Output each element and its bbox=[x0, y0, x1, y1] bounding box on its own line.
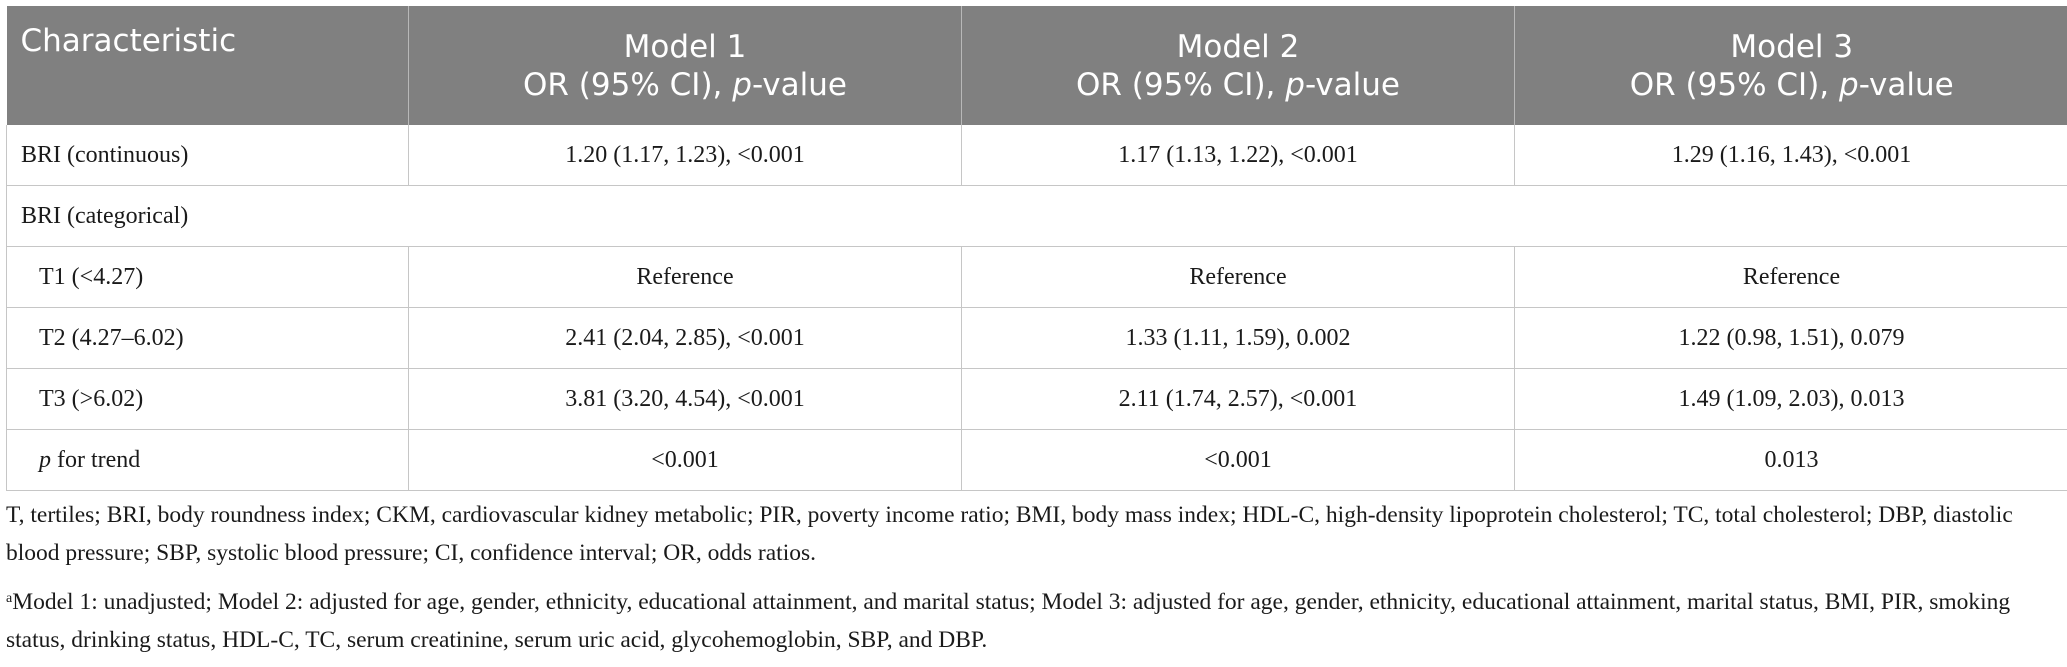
cell-model-1: 1.20 (1.17, 1.23), <0.001 bbox=[409, 125, 962, 186]
footnote-text: Model 1: unadjusted; Model 2: adjusted for age, gender, ethnicity, educational attainment, and marital status; Model 3: adjusted for age, gender, ethnicity, educational attainment, marital status, BMI, PIR, smoking status, drinking status, HDL-C, TC, serum creatinine, serum uric acid, glycohemoglobin, SBP, and DBP. bbox=[6, 589, 2010, 653]
header-model-1: Model 1 OR (95% CI), p-value bbox=[409, 6, 962, 125]
row-section-label: BRI (categorical) bbox=[7, 186, 2067, 247]
table-row-t3 bbox=[7, 369, 2067, 430]
cell-model-2: 1.17 (1.13, 1.22), <0.001 bbox=[962, 125, 1515, 186]
header-model-3: Model 3 OR (95% CI), p-value bbox=[1515, 6, 2067, 125]
cell-model-3: 1.29 (1.16, 1.43), <0.001 bbox=[1515, 125, 2067, 186]
results-table-container bbox=[6, 6, 2067, 491]
table-row-t1 bbox=[7, 247, 2067, 308]
cell-model-1: <0.001 bbox=[409, 430, 962, 491]
row-label: T1 (<4.27) bbox=[7, 247, 409, 308]
table-row-bri-continuous bbox=[7, 125, 2067, 186]
cell-model-2: 1.33 (1.11, 1.59), 0.002 bbox=[962, 308, 1515, 369]
cell-model-1: 3.81 (3.20, 4.54), <0.001 bbox=[409, 369, 962, 430]
header-characteristic: Characteristic bbox=[7, 6, 409, 125]
row-label: T2 (4.27–6.02) bbox=[7, 308, 409, 369]
cell-model-2: Reference bbox=[962, 247, 1515, 308]
cell-model-1: 2.41 (2.04, 2.85), <0.001 bbox=[409, 308, 962, 369]
cell-model-3: Reference bbox=[1515, 247, 2067, 308]
table-row-t2 bbox=[7, 308, 2067, 369]
table-row-p-for-trend bbox=[7, 430, 2067, 491]
cell-model-1: Reference bbox=[409, 247, 962, 308]
abbreviations-note: T, tertiles; BRI, body roundness index; CKM, cardiovascular kidney metabolic; PIR, poverty income ratio; BMI, body mass index; HDL-C, high-density lipoprotein cholesterol; TC, total cholesterol; DBP, diastolic blood pressure; SBP, systolic blood pressure; CI, confidence interval; OR, odds ratios. bbox=[6, 496, 2046, 572]
table-row-bri-categorical bbox=[7, 186, 2067, 247]
cell-model-3: 1.22 (0.98, 1.51), 0.079 bbox=[1515, 308, 2067, 369]
cell-model-2: <0.001 bbox=[962, 430, 1515, 491]
row-label: BRI (continuous) bbox=[7, 125, 409, 186]
cell-model-3: 1.49 (1.09, 2.03), 0.013 bbox=[1515, 369, 2067, 430]
row-label-text: for trend bbox=[51, 447, 140, 473]
p-symbol: p bbox=[39, 447, 51, 473]
odds-ratio-table bbox=[6, 6, 2067, 491]
footnote-mark: a bbox=[6, 591, 12, 606]
header-model-2: Model 2 OR (95% CI), p-value bbox=[962, 6, 1515, 125]
row-label bbox=[7, 430, 409, 491]
model-footnote bbox=[6, 580, 2046, 659]
table-header-row bbox=[7, 6, 2067, 125]
cell-model-2: 2.11 (1.74, 2.57), <0.001 bbox=[962, 369, 1515, 430]
cell-model-3: 0.013 bbox=[1515, 430, 2067, 491]
row-label: T3 (>6.02) bbox=[7, 369, 409, 430]
table-notes bbox=[6, 496, 2046, 667]
